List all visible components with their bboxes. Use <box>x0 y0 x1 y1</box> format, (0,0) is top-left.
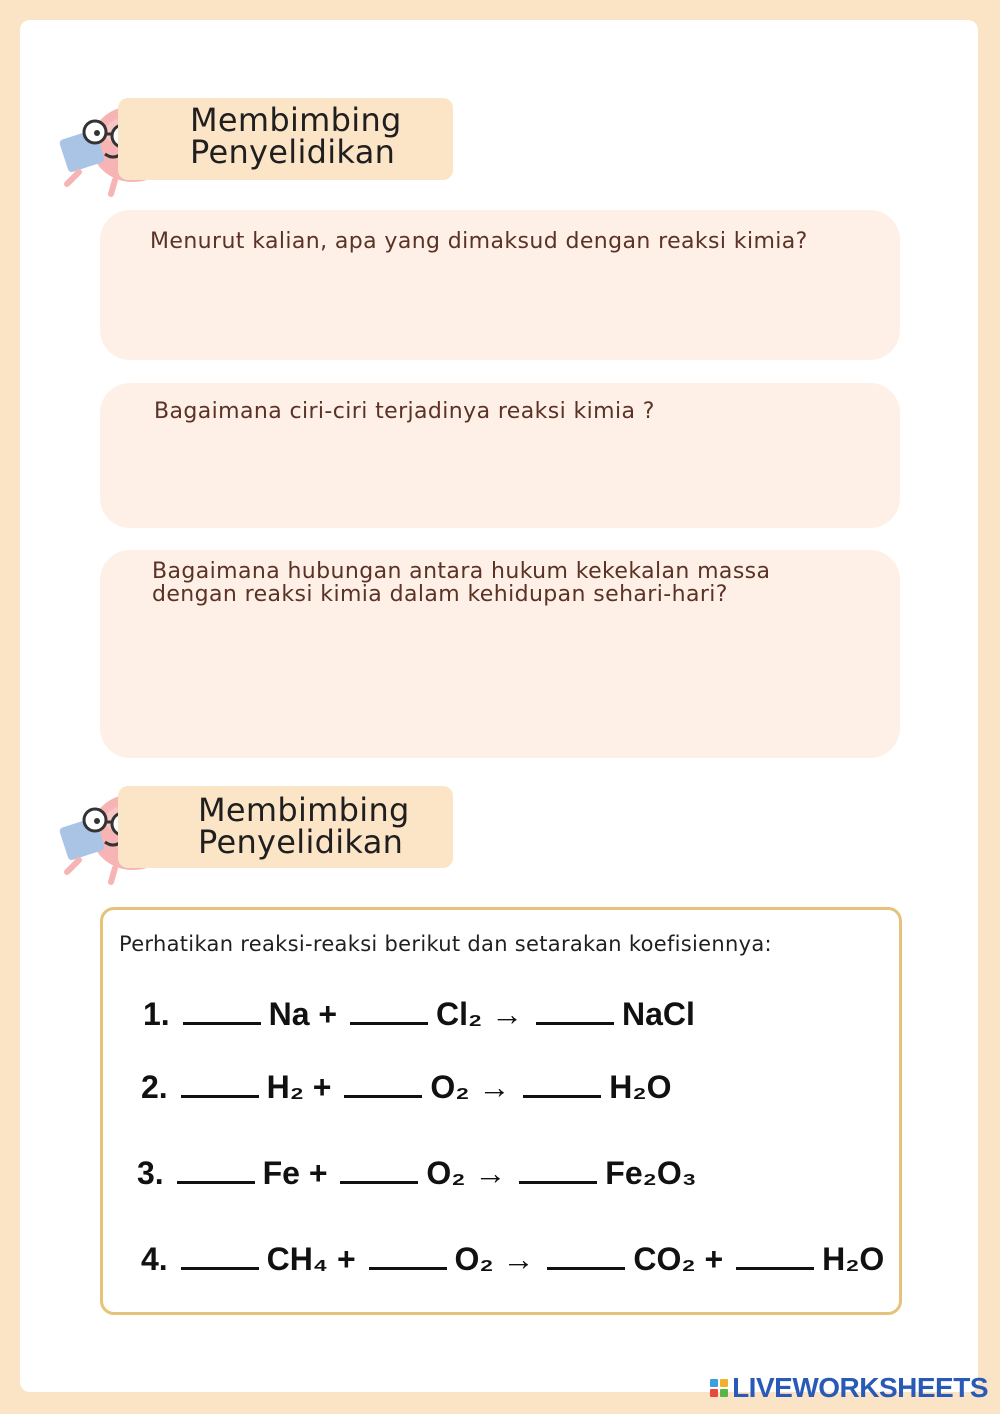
logo-text: LIVEWORKSHEETS <box>732 1372 988 1403</box>
section-header-2 <box>118 786 453 868</box>
equation-term: Na + <box>268 996 338 1032</box>
equation-term: Fe₂O₃ <box>605 1155 697 1191</box>
coefficient-blank[interactable] <box>547 1239 625 1270</box>
coefficient-blank[interactable] <box>350 994 428 1025</box>
equation-1 <box>143 994 695 1033</box>
question-text-3-line1: Bagaimana hubungan antara hukum kekekalan massa <box>152 559 771 584</box>
logo-icon <box>710 1379 728 1397</box>
question-text-3 <box>152 560 770 606</box>
section-title-line2: Penyelidikan <box>198 823 404 861</box>
coefficient-blank[interactable] <box>181 1239 259 1270</box>
coefficient-blank[interactable] <box>536 994 614 1025</box>
coefficient-blank[interactable] <box>181 1067 259 1098</box>
task-instruction: Perhatikan reaksi-reaksi berikut dan setarakan koefisiennya: <box>119 932 772 956</box>
coefficient-blank[interactable] <box>369 1239 447 1270</box>
section-title-1 <box>190 101 402 171</box>
question-box-3[interactable] <box>100 550 900 758</box>
coefficient-blank[interactable] <box>183 994 261 1025</box>
equation-3 <box>137 1153 697 1192</box>
equation-term: H₂O <box>609 1069 672 1105</box>
coefficient-blank[interactable] <box>519 1153 597 1184</box>
equation-term: O₂ → <box>430 1069 511 1105</box>
equation-term: Cl₂ → <box>435 996 524 1032</box>
equation-term: O₂ → <box>454 1241 535 1277</box>
coefficient-blank[interactable] <box>736 1239 814 1270</box>
equation-term: O₂ → <box>426 1155 507 1191</box>
question-box-2[interactable] <box>100 383 900 528</box>
section-title-line1: Membimbing <box>190 101 402 139</box>
equation-number: 4. <box>141 1241 168 1277</box>
equation-2 <box>141 1067 671 1106</box>
equation-term: CO₂ + <box>633 1241 724 1277</box>
coefficient-blank[interactable] <box>344 1067 422 1098</box>
coefficient-blank[interactable] <box>340 1153 418 1184</box>
equation-number: 1. <box>143 996 170 1032</box>
question-text-1: Menurut kalian, apa yang dimaksud dengan reaksi kimia? <box>150 229 808 254</box>
equation-number: 3. <box>137 1155 164 1191</box>
equation-term: Fe + <box>262 1155 328 1191</box>
question-text-3-line2: dengan reaksi kimia dalam kehidupan sehari-hari? <box>152 582 728 607</box>
equation-term: H₂ + <box>266 1069 332 1105</box>
equation-4 <box>141 1239 884 1278</box>
coefficient-blank[interactable] <box>177 1153 255 1184</box>
equation-term: NaCl <box>621 996 695 1032</box>
liveworksheets-logo[interactable] <box>710 1372 988 1404</box>
section-header-1 <box>118 98 453 180</box>
equation-number: 2. <box>141 1069 168 1105</box>
question-box-1[interactable] <box>100 210 900 360</box>
section-title-line1: Membimbing <box>198 791 410 829</box>
equation-task-box <box>100 907 902 1315</box>
section-title-line2: Penyelidikan <box>190 133 396 171</box>
equation-term: H₂O <box>822 1241 885 1277</box>
question-text-2: Bagaimana ciri-ciri terjadinya reaksi kimia ? <box>154 399 655 424</box>
coefficient-blank[interactable] <box>523 1067 601 1098</box>
section-title-2 <box>198 791 410 861</box>
equation-term: CH₄ + <box>266 1241 356 1277</box>
